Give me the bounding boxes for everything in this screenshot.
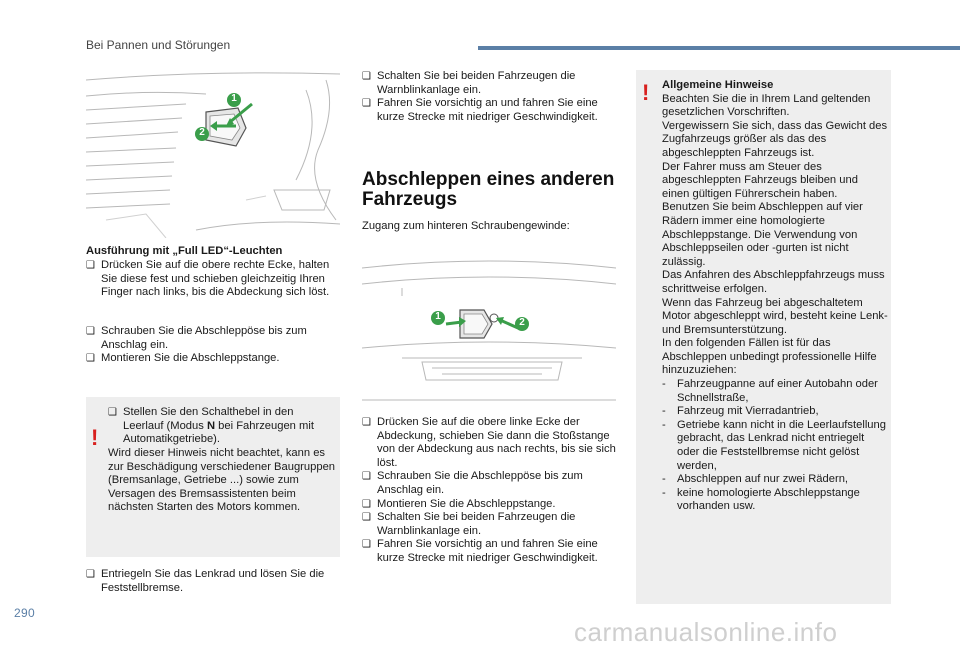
note-paragraph: Der Fahrer muss am Steuer des abgeschleppten Fahrzeugs bleiben und einen gültigen Führerschein haben. — [662, 160, 858, 200]
bullet-text: Schalten Sie bei beiden Fahrzeugen die Warnblinkanlage ein. — [377, 511, 576, 537]
note-paragraph: Vergewissern Sie sich, dass das Gewicht des Zugfahrzeugs größer als das des abgeschleppten Fahrzeugs ist. — [662, 119, 888, 159]
col1-bullets-c — [86, 568, 340, 595]
check-bullet-icon: ❑ — [362, 417, 371, 428]
col3-paragraphs — [662, 93, 888, 378]
bullet-item — [86, 568, 340, 595]
dash-text: Getriebe kann nicht in die Leerlaufstellung gebracht, das Lenkrad nicht entriegelt oder die Feststellbremse nicht gelöst werden, — [677, 418, 886, 472]
dash-item — [662, 419, 888, 473]
bullet-item — [362, 511, 616, 538]
check-bullet-icon: ❑ — [86, 353, 95, 365]
bullet-text: Schrauben Sie die Abschleppöse bis zum Anschlag ein. — [377, 470, 583, 496]
exclamation-icon: ! — [642, 80, 650, 105]
col2-heading: Abschleppen eines anderen Fahrzeugs — [362, 169, 615, 210]
check-bullet-icon: ❑ — [362, 498, 371, 510]
col1-heading: Ausführung mit „Full LED“-Leuchten — [86, 245, 283, 257]
warning-bullet-pre: Stellen Sie den Schalthebel in den Leerlauf (Modus — [123, 406, 294, 432]
col2-intro: Zugang zum hinteren Schraubengewinde: — [362, 220, 570, 232]
dash-text: Abschleppen auf nur zwei Rädern, — [677, 473, 849, 486]
check-bullet-icon: ❑ — [362, 98, 371, 110]
dash-marker: - — [662, 405, 666, 418]
dash-item — [662, 473, 888, 487]
dash-marker: - — [662, 378, 666, 391]
page-header — [0, 0, 960, 58]
check-bullet-icon: ❑ — [362, 512, 371, 524]
col3-general-notes-box — [636, 70, 891, 604]
col1-warning-box — [86, 397, 340, 557]
note-paragraph: Beachten Sie die in Ihrem Land geltenden gesetzlichen Vorschriften. — [662, 92, 871, 119]
figure1-label-2: 2 — [199, 127, 205, 138]
note-paragraph: In den folgenden Fällen ist für das Abschleppen unbedingt professionelle Hilfe hinzuzuziehen: — [662, 337, 877, 377]
bullet-item — [362, 470, 616, 497]
bullet-item — [86, 352, 340, 366]
col3-dash-list — [662, 378, 888, 514]
check-bullet-icon: ❑ — [86, 326, 95, 337]
bullet-text: Montieren Sie die Abschleppstange. — [377, 497, 556, 510]
dash-item — [662, 378, 888, 405]
bullet-item — [86, 259, 340, 300]
bullet-item — [362, 97, 616, 124]
bullet-text: Drücken Sie auf die obere linke Ecke der Abdeckung, schieben Sie dann die Stoßstange von der Abdeckung aus nach rechts, bis sie sich löst. — [377, 416, 616, 469]
bullet-item — [362, 416, 616, 470]
dash-text: Fahrzeugpanne auf einer Autobahn oder Schnellstraße, — [677, 378, 878, 404]
dash-marker: - — [662, 473, 666, 486]
figure2-label-2: 2 — [519, 317, 525, 328]
check-bullet-icon: ❑ — [362, 71, 371, 82]
bullet-item — [362, 70, 616, 97]
bullet-item — [362, 498, 616, 512]
figure2-label-1: 1 — [435, 311, 441, 322]
col2-bullets-top — [362, 70, 616, 124]
warning-text: Wird dieser Hinweis nicht beachtet, kann es zur Beschädigung verschiedener Baugruppen (Bremsanlage, Getriebe ...) sowie zum Versagen des Bremsassistenten beim nächsten Starten des Motors kommen. — [108, 447, 336, 514]
check-bullet-icon: ❑ — [108, 407, 117, 418]
dash-text: Fahrzeug mit Vierradantrieb, — [677, 405, 819, 418]
dash-text: keine homologierte Abschleppstange vorhanden usw. — [677, 486, 860, 513]
watermark: carmanualsonline.info — [574, 617, 838, 647]
check-bullet-icon: ❑ — [86, 569, 95, 580]
col3-content — [662, 79, 888, 514]
warning-bullet — [108, 406, 336, 447]
col1-bullets-a — [86, 259, 340, 300]
bullet-text: Montieren Sie die Abschleppstange. — [101, 352, 280, 365]
note-paragraph: Benutzen Sie beim Abschleppen auf vier Rädern immer eine homologierte Abschleppstange. Die Verwendung von Abschleppseilen oder -gurten ist nicht zulässig. — [662, 201, 863, 268]
figure1-label-1: 1 — [231, 93, 237, 104]
bullet-text: Schrauben Sie die Abschleppöse bis zum Anschlag ein. — [101, 325, 307, 351]
col1-bullets-b — [86, 325, 340, 366]
check-bullet-icon: ❑ — [362, 471, 371, 483]
warning-bullet-bold: N — [206, 419, 216, 432]
bullet-item — [86, 325, 340, 352]
bullet-text: Schalten Sie bei beiden Fahrzeugen die Warnblinkanlage ein. — [377, 70, 576, 96]
note-paragraph: Wenn das Fahrzeug bei abgeschaltetem Motor abgeschleppt wird, besteht keine Lenk- und Bremsunterstützung. — [662, 296, 888, 336]
note-paragraph: Das Anfahren des Abschleppfahrzeugs muss schrittweise erfolgen. — [662, 269, 885, 295]
col2-bullets-bottom — [362, 416, 616, 566]
check-bullet-icon: ❑ — [362, 539, 371, 551]
header-bar — [478, 46, 960, 50]
bullet-text: Entriegeln Sie das Lenkrad und lösen Sie die Feststellbremse. — [101, 568, 325, 594]
bullet-text: Fahren Sie vorsichtig an und fahren Sie eine kurze Strecke mit niedriger Geschwindigkeit. — [377, 97, 598, 123]
warning-bullet-post: bei Fahrzeugen mit Automatikgetriebe). — [123, 419, 314, 446]
check-bullet-icon: ❑ — [86, 260, 95, 271]
dash-marker: - — [662, 486, 666, 499]
bullet-text: Drücken Sie auf die obere rechte Ecke, halten Sie diese fest und schieben gleichzeitig Ihren Finger nach links, bis die Abdeckung sich löst. — [101, 259, 330, 299]
bullet-item — [362, 538, 616, 565]
front-bumper-figure — [86, 70, 340, 238]
exclamation-icon: ! — [91, 425, 99, 450]
page-number: 290 — [14, 606, 35, 620]
header-title: Bei Pannen und Störungen — [86, 38, 231, 52]
bullet-text: Fahren Sie vorsichtig an und fahren Sie eine kurze Strecke mit niedriger Geschwindigkeit. — [377, 538, 598, 564]
dash-item — [662, 487, 888, 514]
dash-marker: - — [662, 418, 666, 431]
dash-item — [662, 405, 888, 419]
col3-title: Allgemeine Hinweise — [662, 79, 774, 91]
rear-bumper-figure — [362, 240, 616, 410]
